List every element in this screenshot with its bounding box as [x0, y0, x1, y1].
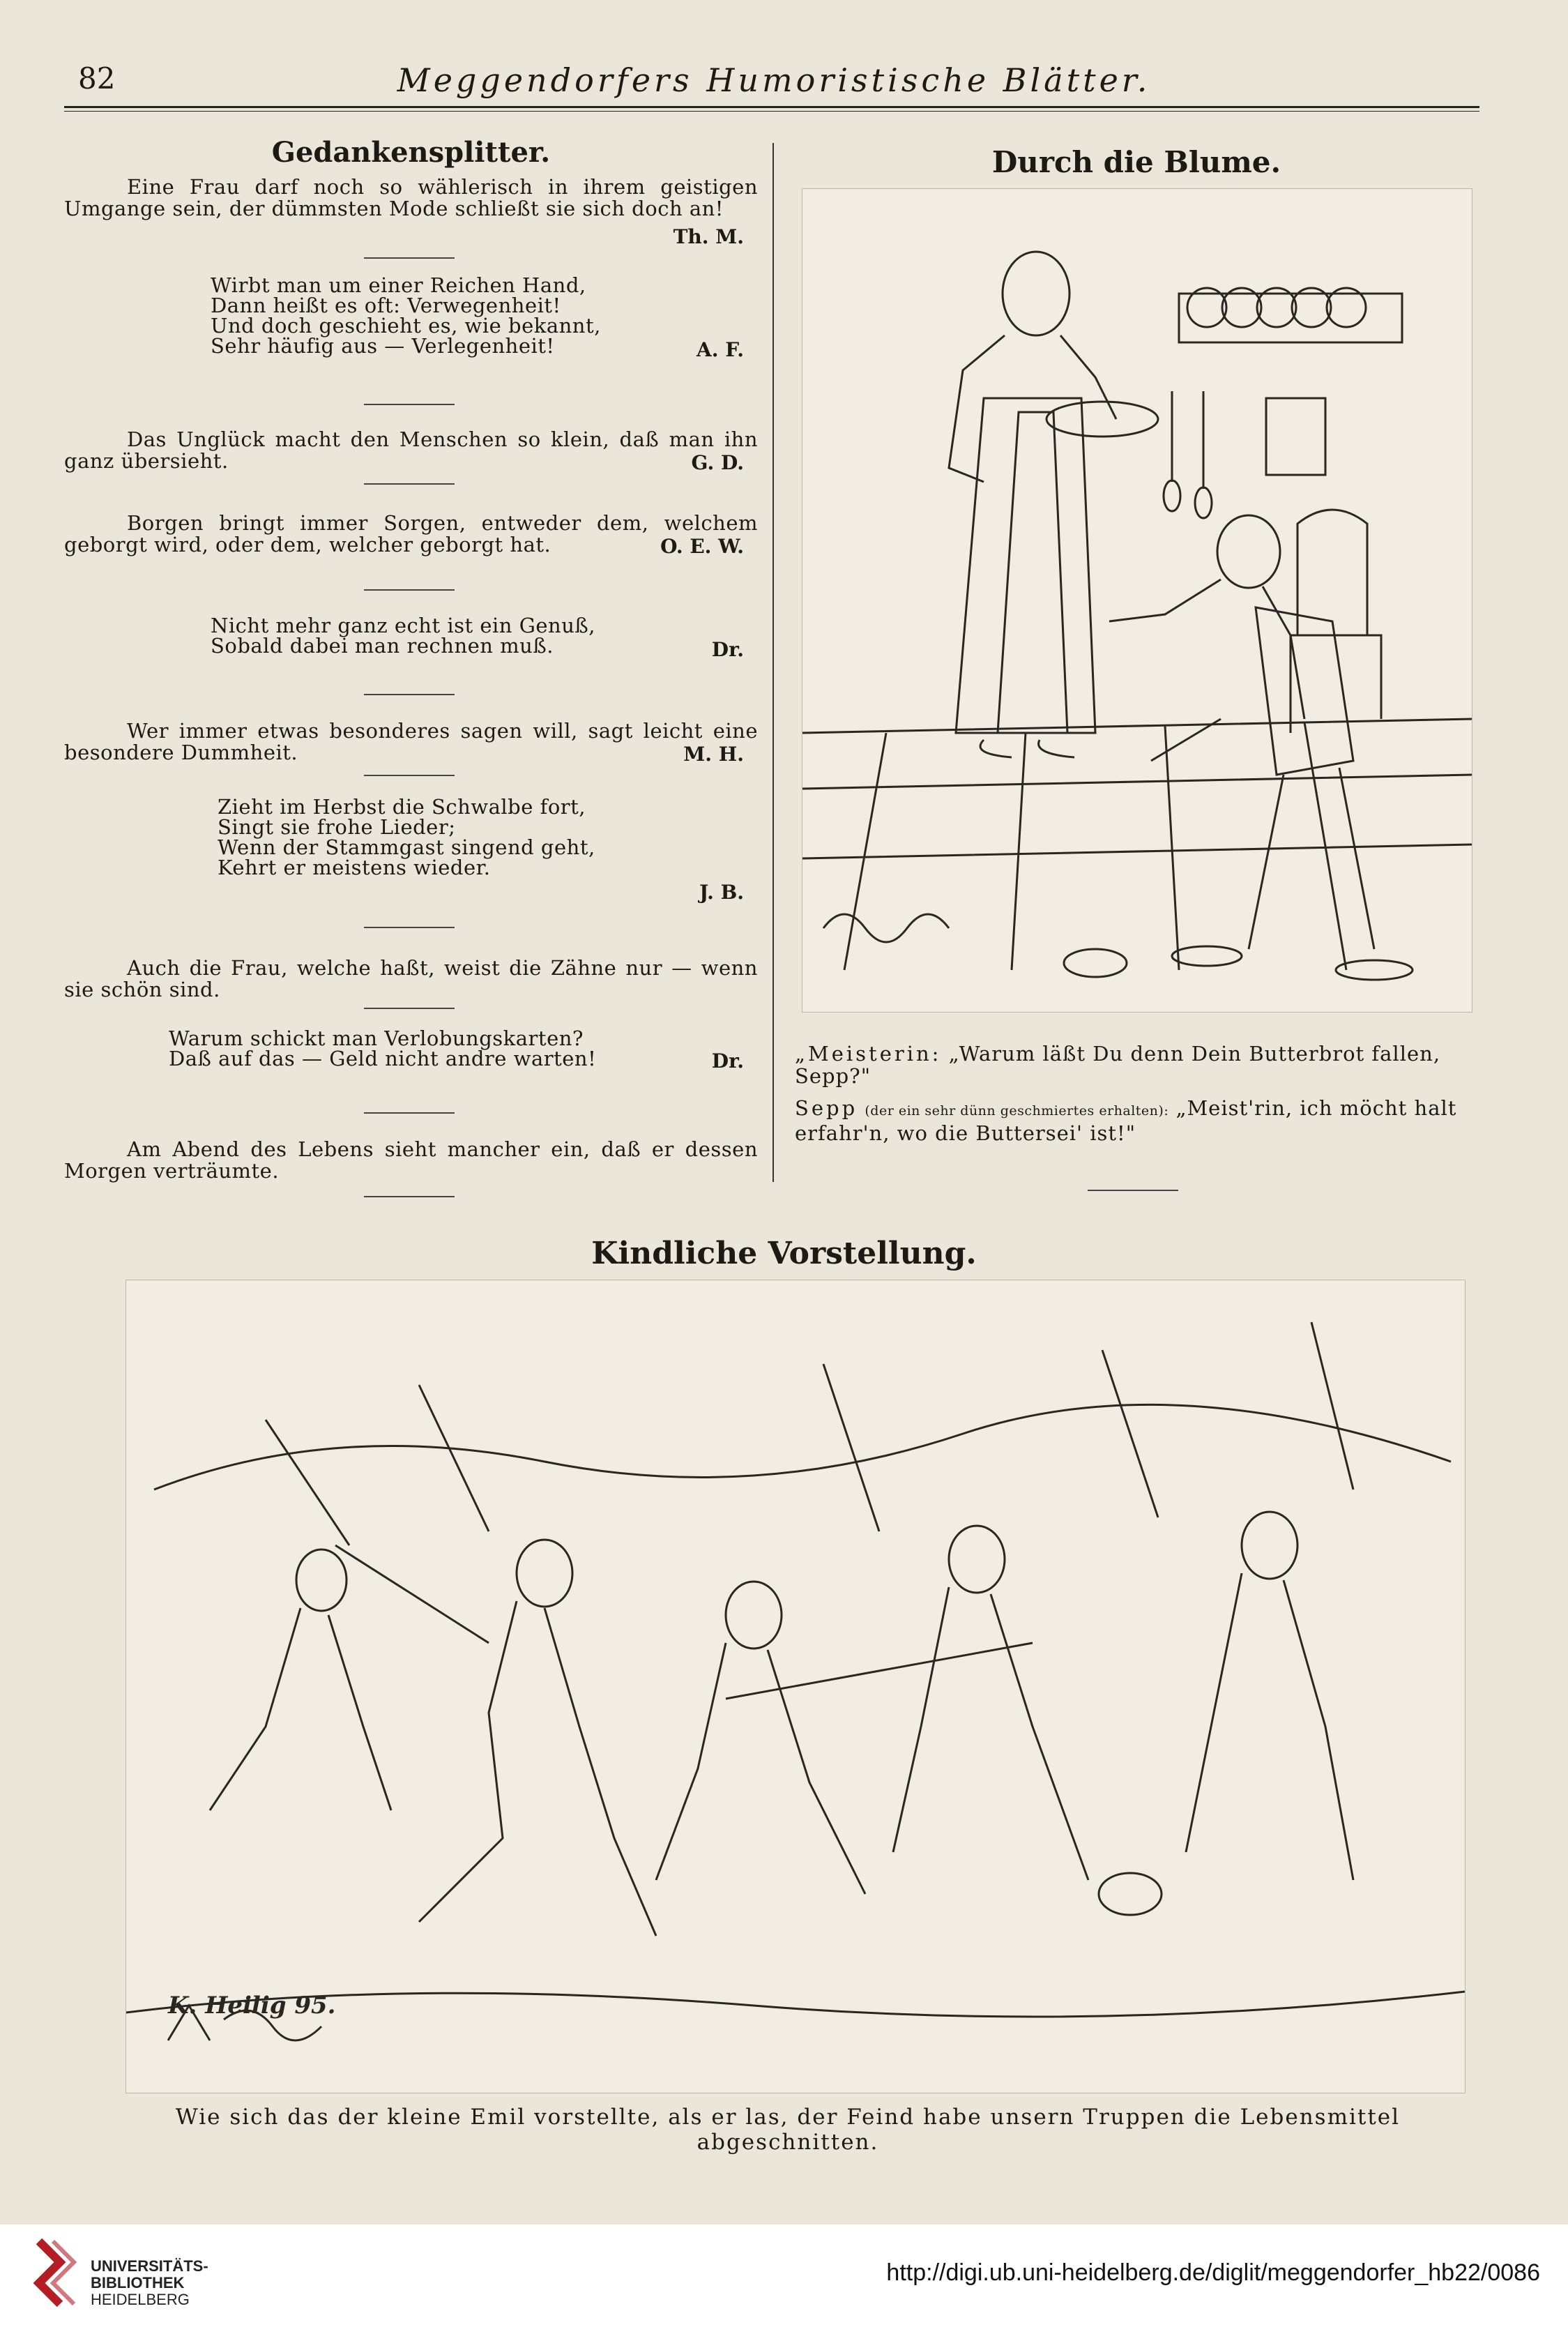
separator [1088, 1190, 1178, 1191]
caption-speaker: Sepp [795, 1096, 858, 1120]
verse-4-signature: Dr. [711, 1049, 744, 1073]
caption-note: (der ein sehr dünn geschmiertes erhalten): [865, 1103, 1169, 1119]
kitchen-scene-drawing [802, 189, 1472, 1012]
verse-2 [211, 616, 699, 656]
caption-text: „Meist'rin, ich möcht halt erfahr'n, wo die Buttersei' ist!" [795, 1096, 1457, 1145]
bottom-cartoon-caption: Wie sich das der kleine Emil vorstellte, als er las, der Feind habe unsern Truppen die Lebensmittel abgeschnitten. [175, 2105, 1401, 2155]
aphorism-1-signature: Th. M. [673, 225, 744, 248]
verse-line: Und doch geschieht es, wie bekannt, [211, 314, 601, 338]
separator [364, 1008, 455, 1009]
cartoon-illustration [802, 188, 1472, 1013]
caption-speaker: „Meisterin: [795, 1042, 942, 1066]
section-heading: Gedankensplitter. [271, 136, 551, 169]
verse-line: Sobald dabei man rechnen muß. [211, 634, 554, 658]
source-url-link[interactable]: http://digi.ub.uni-heidelberg.de/diglit/meggendorfer_hb22/0086 [886, 2259, 1540, 2286]
aphorism-3-signature: O. E. W. [660, 535, 744, 558]
cartoon-caption-meisterin [795, 1043, 1478, 1087]
aphorism-3: Borgen bringt immer Sorgen, entweder dem, welchem geborgt wird, oder dem, welcher geborgt hat. [64, 511, 758, 556]
library-name [91, 2258, 208, 2308]
verse-line: Nicht mehr ganz echt ist ein Genuß, [211, 614, 595, 637]
verse-line: Dann heißt es oft: Verwegenheit! [211, 294, 561, 317]
verse-line: Warum schickt man Verlobungskarten? [169, 1026, 584, 1050]
verse-1 [211, 275, 699, 356]
page-number: 82 [78, 61, 116, 96]
aphorism-2-signature: G. D. [691, 451, 744, 474]
verse-line: Sehr häufig aus — Verlegenheit! [211, 334, 555, 358]
separator [364, 775, 455, 776]
verse-3-signature: J. B. [699, 881, 744, 904]
aphorism-6: Am Abend des Lebens sieht mancher ein, daß er dessen Morgen verträumte. [64, 1137, 758, 1183]
library-name-line: BIBLIOTHEK [91, 2274, 185, 2291]
bottom-cartoon-title: Kindliche Vorstellung. [591, 1236, 977, 1271]
separator [364, 483, 455, 485]
library-footer [0, 2225, 1568, 2334]
page-header [70, 61, 1478, 103]
column-divider [772, 143, 774, 1182]
library-name-line: UNIVERSITÄTS- [91, 2257, 208, 2275]
aphorisms-column [64, 136, 758, 1183]
artist-signature: K. Heilig 95. [168, 1992, 336, 2019]
separator [364, 589, 455, 591]
verse-1-signature: A. F. [696, 338, 744, 361]
aphorism-2: Das Unglück macht den Menschen so klein, daß man ihn ganz übersieht. [64, 427, 758, 473]
separator [364, 404, 455, 405]
battle-scene-drawing [126, 1280, 1465, 2093]
verse-line: Wenn der Stammgast singend geht, [218, 835, 595, 859]
separator [364, 694, 455, 695]
separator [364, 257, 455, 259]
verse-line: Singt sie frohe Lieder; [218, 815, 456, 839]
separator [364, 1112, 455, 1114]
header-rule [64, 106, 1479, 112]
verse-3 [218, 797, 706, 878]
caption-text: „Warum läßt Du denn Dein Butterbrot fallen, Sepp?" [795, 1042, 1441, 1088]
separator [364, 1196, 455, 1197]
verse-line: Wirbt man um einer Reichen Hand, [211, 273, 586, 297]
verse-line: Daß auf das — Geld nicht andre warten! [169, 1047, 597, 1070]
journal-title: Meggendorfers Humoristische Blätter. [397, 61, 1151, 99]
university-library-logo-icon [32, 2234, 81, 2318]
battle-illustration [125, 1280, 1466, 2093]
aphorism-1: Eine Frau darf noch so wählerisch in ihrem geistigen Umgange sein, der dümmsten Mode schließt sie sich doch an! [64, 175, 758, 220]
library-name-line: HEIDELBERG [91, 2291, 190, 2308]
verse-4 [169, 1026, 747, 1070]
cartoon-title: Durch die Blume. [991, 145, 1281, 179]
aphorism-5: Auch die Frau, welche haßt, weist die Zähne nur — wenn sie schön sind. [64, 956, 758, 1001]
separator [364, 927, 455, 928]
cartoon-caption-sepp [795, 1097, 1478, 1144]
verse-line: Zieht im Herbst die Schwalbe fort, [218, 795, 586, 819]
verse-2-signature: Dr. [711, 638, 744, 661]
aphorism-4-signature: M. H. [683, 743, 744, 766]
aphorism-4: Wer immer etwas besonderes sagen will, sagt leicht eine besondere Dummheit. [64, 719, 758, 764]
verse-line: Kehrt er meistens wieder. [218, 856, 491, 879]
